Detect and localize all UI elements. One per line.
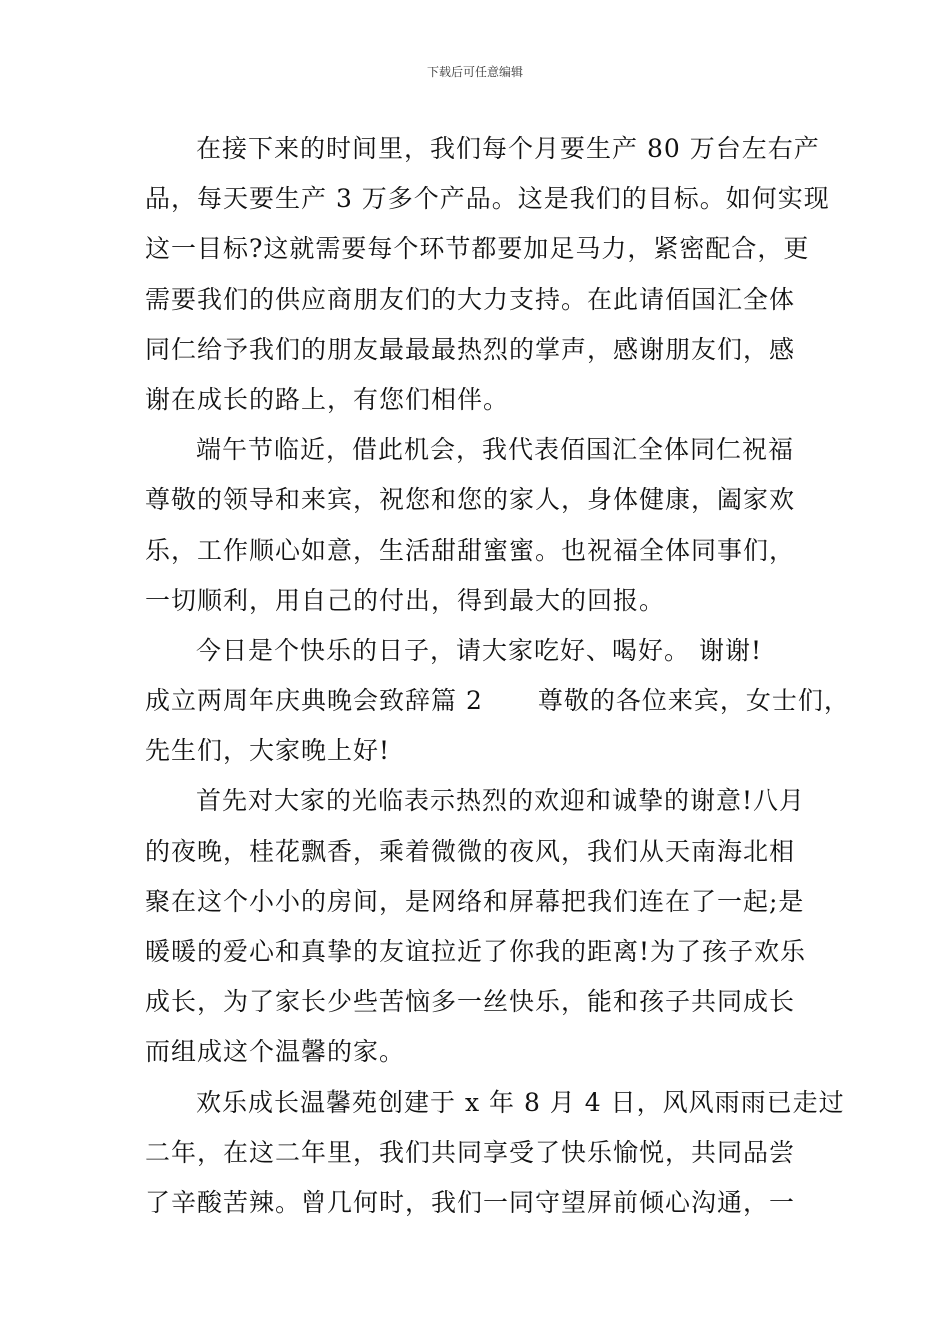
page-header: 下载后可任意编辑	[426, 65, 523, 79]
text-line: 先生们，大家晚上好!	[145, 736, 391, 766]
text-line: 成长，为了家长少些苦恼多一丝快乐，能和孩子共同成长	[145, 987, 796, 1017]
text-line: 品，每天要生产 3 万多个产品。这是我们的目标。如何实现	[145, 184, 830, 214]
text-line: 谢在成长的路上，有您们相伴。	[145, 384, 510, 414]
text-line: 而组成这个温馨的家。	[145, 1037, 406, 1067]
greeting-start: 尊敬的各位来宾，女士们，	[537, 686, 850, 716]
text-line: 尊敬的领导和来宾，祝您和您的家人，身体健康，阖家欢	[145, 485, 796, 515]
section-title: 成立两周年庆典晚会致辞篇 2	[145, 686, 483, 716]
text-line: 乐，工作顺心如意，生活甜甜蜜蜜。也祝福全体同事们，	[145, 535, 796, 565]
text-line: 这一目标?这就需要每个环节都要加足马力，紧密配合，更	[145, 234, 810, 264]
text-line: 今日是个快乐的日子，请大家吃好、喝好。 谢谢!	[196, 635, 762, 665]
document-body	[145, 124, 850, 1228]
text-line: 首先对大家的光临表示热烈的欢迎和诚挚的谢意!八月	[196, 786, 806, 816]
section-title-line	[145, 676, 850, 726]
text-line: 一切顺利，用自己的付出，得到最大的回报。	[145, 585, 666, 615]
text-line: 的夜晚，桂花飘香，乘着微微的夜风，我们从天南海北相	[145, 836, 796, 866]
text-line: 需要我们的供应商朋友们的大力支持。在此请佰国汇全体	[145, 284, 796, 314]
text-line: 同仁给予我们的朋友最最最热烈的掌声，感谢朋友们，感	[145, 334, 796, 364]
text-line: 暖暖的爱心和真挚的友谊拉近了你我的距离!为了孩子欢乐	[145, 937, 807, 966]
text-line: 在接下来的时间里，我们每个月要生产 80 万台左右产	[196, 134, 820, 163]
text-line: 聚在这个小小的房间，是网络和屏幕把我们连在了一起;是	[145, 886, 805, 916]
text-line: 欢乐成长温馨苑创建于 x 年 8 月 4 日，风风雨雨已走过	[196, 1087, 845, 1117]
text-line: 二年，在这二年里，我们共同享受了快乐愉悦，共同品尝	[145, 1137, 796, 1167]
text-line: 端午节临近，借此机会，我代表佰国汇全体同仁祝福	[196, 435, 795, 465]
text-line: 了辛酸苦辣。曾几何时，我们一同守望屏前倾心沟通，一	[145, 1187, 796, 1217]
